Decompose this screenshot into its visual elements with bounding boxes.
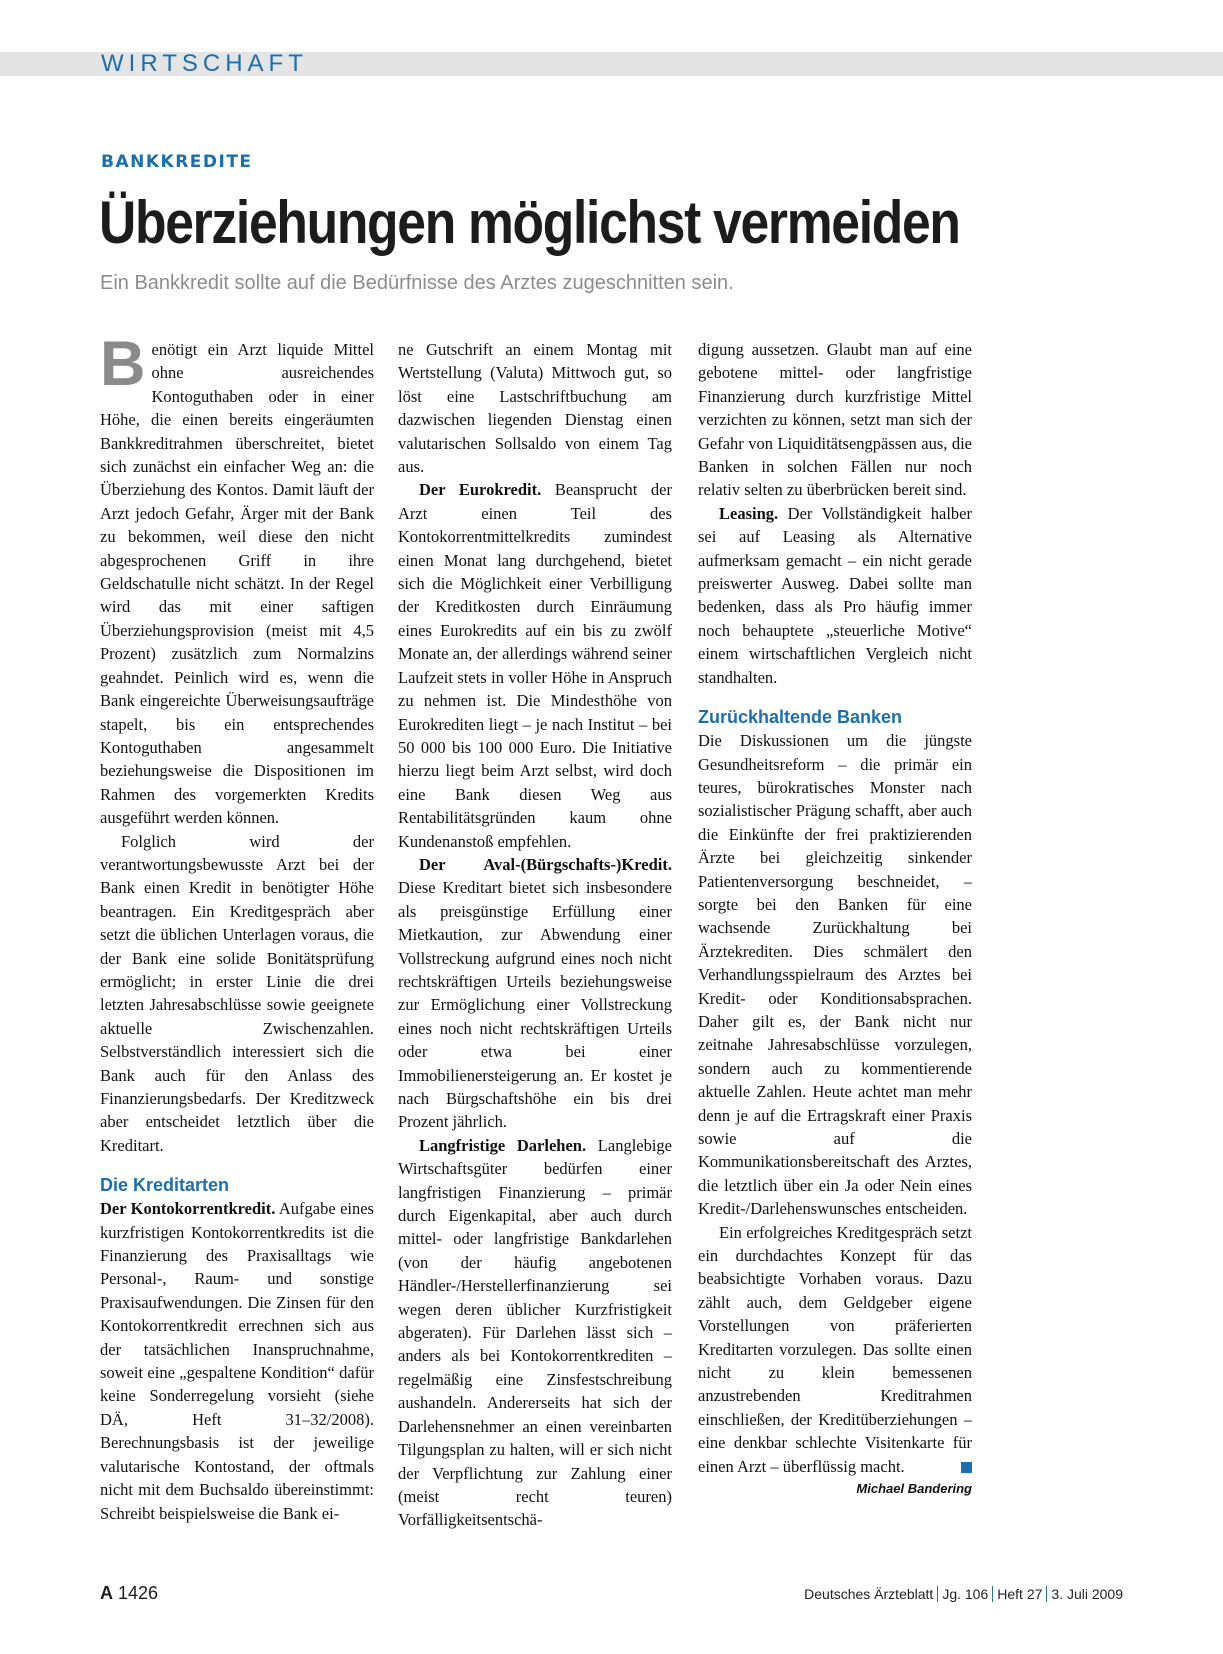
- page-prefix: A: [100, 1583, 113, 1603]
- paragraph-text: Langlebige Wirtschaftsgüter bedürfen einer langfristigen Finanzierung – primär durch Eigenkapital, aber auch durch mittel- oder langfristige Bankdarlehen (von der häufig angebotenen Händler-/Herstellerfinanzierung sei wegen deren üblicher Kurzfristigkeit abgeraten). Für Darlehen lässt sich – anders als bei Kontokorrentkrediten – regelmäßig eine Zinsfestschreibung aushandeln. Andererseits hat sich der Darlehensnehmer an einen vereinbarten Tilgungsplan zu halten, will er sich nicht der Verpflichtung zur Zahlung einer (meist recht teuren) Vorfälligkeitsentschä-: [398, 1135, 673, 1530]
- author-byline: Michael Bandering: [856, 1481, 972, 1497]
- separator: [937, 1586, 938, 1602]
- article-kicker: BANKKREDITE: [101, 152, 253, 172]
- paragraph-text: Aufgabe eines kurzfristigen Kontokorrentkredits ist die Finanzierung des Praxisalltags wie Personal-, Raum- und sonstige Praxisaufwendungen. Die Zinsen für den Kontokorrentkredit errechnen sich aus der tatsächlichen Inanspruchnahme, soweit eine „gespaltene Kondition“ dafür keine Sonderregelung vorsieht (siehe DÄ, Heft 31–32/2008). Berechnungsbasis ist der jeweilige valutarische Kontostand, der oftmals nicht mit dem Buchsaldo übereinstimmt: Schreibt beispielsweise die Bank ei-: [100, 1199, 374, 1523]
- paragraph-text: enötigt ein Arzt liquide Mittel ohne ausreichendes Kontoguthaben oder in einer Höhe, die einen bereits eingeräumten Bankkreditrahmen überschreitet, bietet sich zunächst ein einfacher Weg an: die Überziehung des Kontos. Damit läuft der Arzt jedoch Gefahr, Ärger mit der Bank zu bekommen, weil diese den nicht abgesprochenen Griff in ihre Geldschatulle nicht schätzt. In der Regel wird das mit einer saftigen Überziehungsprovision (meist mit 4,5 Prozent) zusätzlich zum Normalzins geahndet. Peinlich wird es, wenn die Bank eingereichte Überweisungsaufträge stapelt, bis ein entsprechendes Kontoguthaben angesammelt beziehungsweise die Dispositionen im Rahmen des vorgemerkten Kredits ausgeführt werden können.: [100, 340, 374, 828]
- journal-date: 3. Juli 2009: [1051, 1586, 1123, 1602]
- paragraph-text: Der Vollständigkeit halber sei auf Leasing als Alternative aufmerksam gemacht – ein nicht gerade preiswerter Ausweg. Dabei sollte man bedenken, dass als Pro häufig immer noch behauptete „steuerliche Motive“ einem wirtschaftlichen Vergleich nicht standhalten.: [698, 503, 972, 687]
- footer-citation: [804, 1586, 1123, 1602]
- journal-volume: Jg. 106: [942, 1586, 989, 1602]
- page-number-value: 1426: [118, 1583, 159, 1603]
- subheading-kreditarten: Die Kreditarten: [100, 1175, 230, 1196]
- paragraph-text: Beansprucht der Arzt einen Teil des Kontokorrentmittelkredits zumindest einen Monat lang durchgehend, bietet sich die Möglichkeit einer Verbilligung der Kreditkosten durch Einräumung eines Eurokredits auf ein bis zu zwölf Monate an, der allerdings während seiner Laufzeit stets in voller Höhe in Anspruch zu nehmen ist. Die Mindesthöhe von Eurokrediten liegt – je nach Institut – bei 50 000 bis 100 000 Euro. Die Initiative hierzu liegt beim Arzt selbst, wird doch eine Bank diesen Weg aus Rentabilitätsgründen kaum ohne Kundenanstoß empfehlen.: [398, 480, 672, 851]
- paragraph: [398, 1134, 672, 1532]
- paragraph-lead: Der Kontokorrentkredit.: [100, 1199, 276, 1219]
- paragraph: Die Diskussionen um die jüngste Gesundheitsreform – die primär ein teures, bürokratisches Monster nach sozialistischer Prägung schafft, aber auch die Einkünfte der frei praktizierenden Ärzte bei gleichzeitig sinkender Patientenversorgung beschneidet, – sorgte bei den Banken für eine wachsende Zurückhaltung bei Ärztekrediten. Dies schmälert den Verhandlungsspielraum des Arztes bei Kredit- oder Konditionsabsprachen. Daher gilt es, der Bank nicht nur zeitnahe Jahresabschlüsse vorzulegen, sondern auch zu kommentierende aktuelle Zahlen. Heute achtet man mehr denn je auf die Ertragskraft einer Praxis sowie auf die Kommunikationsbereitschaft des Arztes, die letztlich über ein Ja oder Nein eines Kredit-/Darlehenswunsches entscheiden.: [698, 731, 972, 1219]
- paragraph-lead: Der Eurokredit.: [419, 480, 542, 500]
- journal-issue: Heft 27: [997, 1586, 1043, 1602]
- paragraph: digung aussetzen. Glaubt man auf eine gebotene mittel- oder langfristige Finanzierung durch kurzfristige Mittel verzichten zu können, setzt man sich der Gefahr von Liquiditätsengpässen aus, die Banken in solchen Fällen nur noch relativ selten zu überbrücken bereit sind.: [698, 340, 972, 500]
- subheading-banken: Zurückhaltende Banken: [698, 707, 903, 728]
- paragraph-lead: Leasing.: [719, 503, 779, 523]
- drop-cap: B: [100, 329, 146, 399]
- paragraph: ne Gutschrift an einem Montag mit Wertstellung (Valuta) Mittwoch gut, so löst eine Lastschriftbuchung am dazwischen liegenden Dienstag einen valutarischen Sollsaldo von einem Tag aus.: [398, 340, 672, 477]
- paragraph-text: Diese Kreditart bietet sich insbesondere als preisgünstige Erfüllung einer Mietkaution, zur Abwendung einer Vollstreckung aufgrund eines noch nicht rechtskräftigen Urteils beziehungsweise zur Ermöglichung einer Vollstreckung eines noch nicht rechtskräftigen Urteils oder etwa bei einer Immobilienersteigerung an. Er kostet je nach Bürgschaftshöhe ein bis drei Prozent jährlich.: [398, 878, 672, 1132]
- paragraph-text: Ein erfolgreiches Kreditgespräch setzt ein durchdachtes Konzept für das beabsichtigte Vorhaben voraus. Dazu zählt auch, dem Geldgeber eigene Vorstellungen von präferierten Kreditarten vorzulegen. Das sollte einen nicht zu klein bemessenen anzustrebenden Kreditrahmen einschließen, der Kreditüberziehungen – eine denkbar schlechte Visitenkarte für einen Arzt – überflüssig macht.: [698, 1222, 972, 1476]
- page-number: [100, 1583, 158, 1604]
- paragraph: Folglich wird der verantwortungsbewusste Arzt bei der Bank einen Kredit in benötigter Höhe beantragen. Ein Kreditgespräch aber setzt die üblichen Unterlagen voraus, die der Bank eine solide Bonitätsprüfung ermöglicht; in erster Linie die drei letzten Jahresabschlüsse sowie geeignete aktuelle Zwischenzahlen. Selbstverständlich interessiert sich die Bank auch für den Anlass des Finanzierungsbedarfs. Der Kreditzweck aber entscheidet letztlich über die Kreditart.: [100, 831, 374, 1155]
- paragraph: [398, 853, 672, 1134]
- section-label: WIRTSCHAFT: [101, 50, 308, 77]
- separator: [992, 1586, 993, 1602]
- column-3: [698, 338, 972, 1499]
- paragraph-lead: Der Aval-(Bürgschafts-)Kredit.: [419, 854, 672, 874]
- column-2: [398, 338, 672, 1532]
- article-title: Überziehungen möglichst vermeiden: [99, 189, 960, 256]
- paragraph-lead: Langfristige Darlehen.: [419, 1135, 587, 1155]
- paragraph: [698, 502, 972, 689]
- column-1: [100, 329, 374, 1525]
- paragraph: [398, 478, 672, 853]
- separator: [1046, 1586, 1047, 1602]
- paragraph: [100, 329, 374, 830]
- journal-name: Deutsches Ärzteblatt: [804, 1586, 934, 1602]
- article-subtitle: Ein Bankkredit sollte auf die Bedürfnisse des Arztes zugeschnitten sein.: [100, 272, 734, 294]
- end-mark-icon: [961, 1462, 972, 1473]
- paragraph: [698, 1221, 972, 1478]
- paragraph: [100, 1197, 374, 1525]
